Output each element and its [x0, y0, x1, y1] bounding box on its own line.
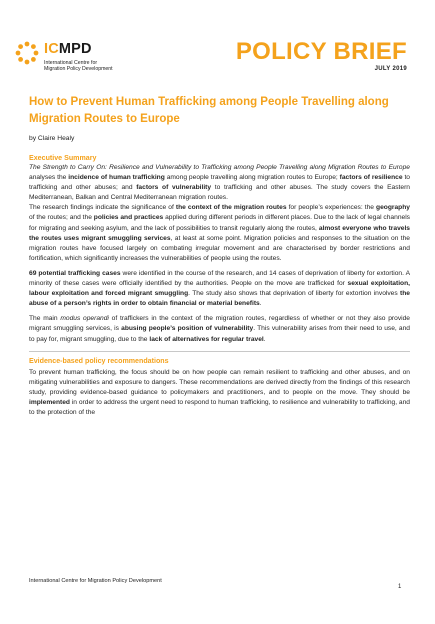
icmpd-logo — [14, 40, 164, 80]
summary-paragraph-3: 69 potential trafficking cases were identified in the course of the research, and 14 cases of deprivation of liberty for extortion. A minority of these cases were officially identified by the authorities. People on the move are trafficked for sexual exploitation, labour exploitation and forced migrant smuggling. The study also shows that deprivation of liberty for extortion involves the abuse of a person’s rights in order to obtain financial or material benefits. — [29, 269, 410, 308]
summary-paragraph-1: The Strength to Carry On: Resilience and Vulnerability to Trafficking among People Travelling along Migration Routes to Europe analyses the incidence of human trafficking among people travelling along migration routes to Europe; factors of resilience to trafficking and other abuses; and factors of vulnerability to trafficking and other abuses. The study covers the Eastern Mediterranean, Balkan and Central Mediterranean migration routes. — [29, 164, 410, 202]
recommendations-paragraph-1: To prevent human trafficking, the focus should be on how people can remain resilient to trafficking and other abuses, and on mitigating vulnerabilities and exposure to dangers. These recommendations are derived directly from the findings of this research study, providing evidence-based guidance to policymakers and practitioners, and to people on the move. They should be implemented in order to address the urgent need to respond to human trafficking, to resilience and vulnerability to trafficking, and to the protection of the — [29, 368, 410, 416]
recommendations-heading: Evidence-based policy recommendations — [29, 356, 169, 365]
page-number: 1 — [398, 584, 402, 590]
icmpd-logo-icon — [14, 40, 40, 66]
doc-type-heading: POLICY BRIEF — [235, 38, 407, 65]
main-content — [29, 94, 410, 418]
logo-subtitle: International Centre for Migration Policy Development — [44, 60, 113, 73]
footer-organization: International Centre for Migration Policy Development — [29, 578, 162, 584]
document-title: How to Prevent Human Trafficking among People Travelling along Migration Routes to Europe — [29, 96, 389, 125]
summary-paragraph-4: The main modus operandi of traffickers in the context of the migration routes, regardless of whether or not they also provide migrant smuggling services, is abusing people’s position of vulnerability. This vulnerability arises from their need to use, and to pay for, migrant smuggling, due to the lack of alternatives for regular travel. — [29, 315, 411, 343]
author-line: by Claire Healy — [29, 135, 75, 142]
executive-summary-heading: Executive Summary — [29, 154, 97, 162]
publication-date: JULY 2019 — [374, 66, 407, 72]
section-divider — [29, 351, 410, 352]
summary-paragraph-2: The research findings indicate the significance of the context of the migration routes for people’s experiences: the geography of the routes; and the policies and practices applied during different periods in different places. Due to the lack of legal channels for migrating and seeking asylum, and the lack of possibilities to transit regularly along the routes, almost everyone who travels the routes uses migrant smuggling services, at least at some point. Migration policies and responses to the situation on the migration routes have focused largely on combating irregular movement and are characterised by border restrictions and fortification, which significantly increases the vulnerabilities of people using the routes. — [29, 204, 411, 262]
logo-wordmark: ICMPD — [44, 41, 92, 57]
